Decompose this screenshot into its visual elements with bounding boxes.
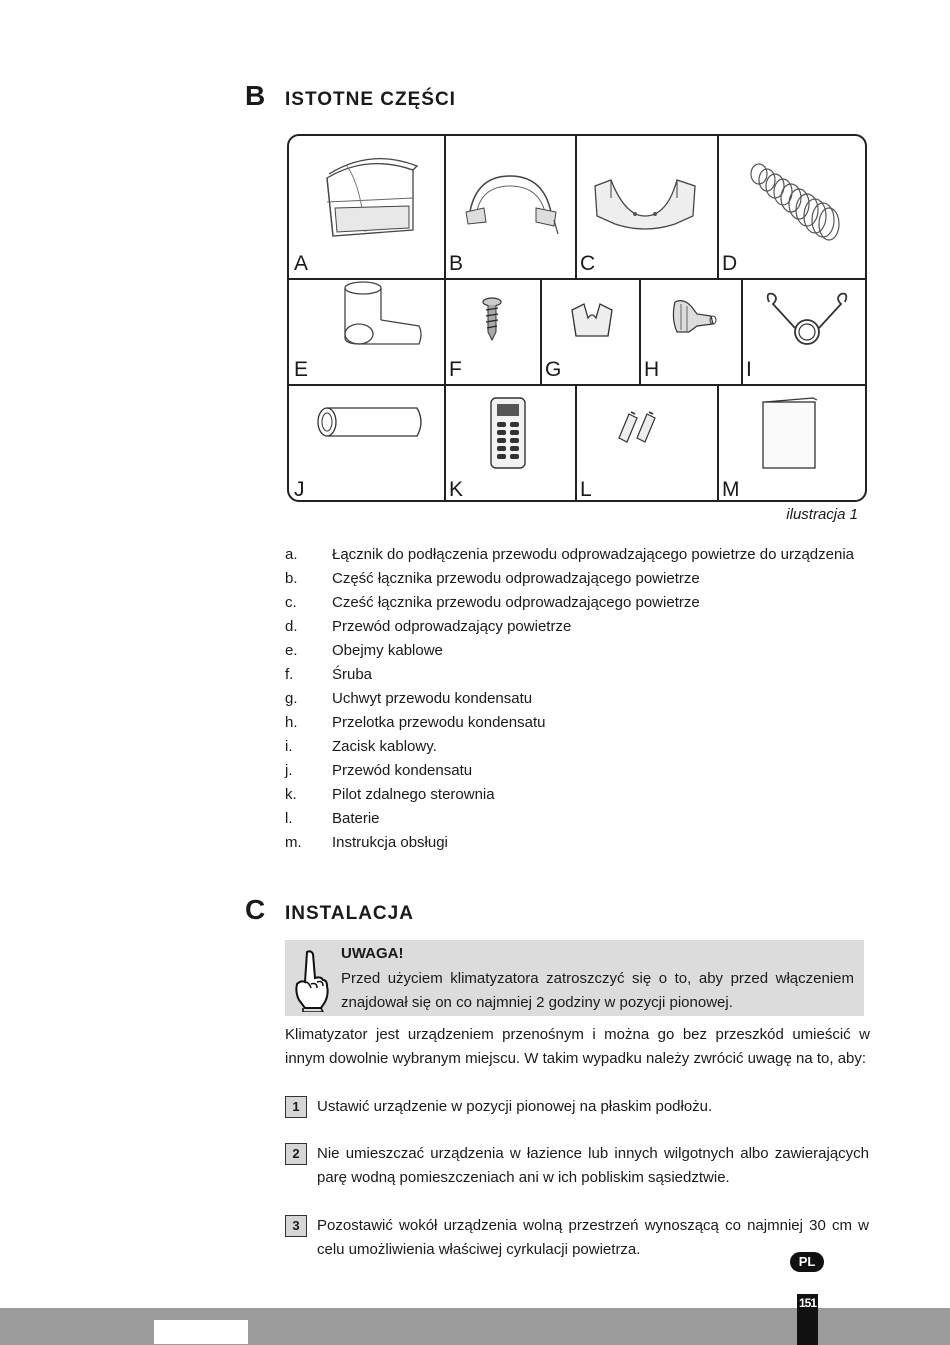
part-label: E bbox=[294, 358, 309, 381]
part-label: L bbox=[580, 478, 592, 501]
part-cell-a bbox=[289, 136, 444, 278]
section-c-title: INSTALACJA bbox=[285, 903, 414, 924]
list-item: f. Śruba bbox=[285, 666, 373, 683]
section-b-letter: B bbox=[245, 80, 266, 111]
part-label: A bbox=[294, 252, 309, 275]
list-item: h. Przelotka przewodu kondensatu bbox=[285, 714, 546, 731]
list-item: g. Uchwyt przewodu kondensatu bbox=[285, 690, 533, 707]
part-label: G bbox=[545, 358, 562, 381]
part-cell-m bbox=[717, 384, 867, 502]
part-label: D bbox=[722, 252, 738, 275]
cable-clamps-icon bbox=[289, 278, 444, 384]
part-cell-c bbox=[575, 136, 717, 278]
manual-booklet-icon bbox=[717, 384, 867, 502]
step-text: Pozostawić wokół urządzenia wolną przestrzeń wynoszącą co najmniej 30 cm w celu umożliwienia właściwej cyrkulacji powietrza. bbox=[317, 1217, 869, 1258]
part-cell-b bbox=[444, 136, 575, 278]
condensate-hose-icon bbox=[289, 384, 444, 502]
part-cell-g bbox=[540, 278, 639, 384]
warning-title: UWAGA! bbox=[341, 945, 404, 962]
part-cell-l bbox=[575, 384, 717, 502]
footer-box bbox=[154, 1320, 248, 1344]
list-item: e. Obejmy kablowe bbox=[285, 642, 443, 659]
part-cell-f bbox=[444, 278, 540, 384]
list-item: l. Baterie bbox=[285, 810, 380, 827]
part-label: J bbox=[294, 478, 305, 501]
part-cell-h bbox=[639, 278, 741, 384]
part-cell-i bbox=[741, 278, 867, 384]
hose-connector-part-icon bbox=[444, 136, 575, 278]
exhaust-hose-icon bbox=[717, 136, 867, 278]
page-number: 151 bbox=[798, 1296, 817, 1310]
part-label: M bbox=[722, 478, 740, 501]
pointing-hand-icon bbox=[291, 948, 331, 1012]
part-label: C bbox=[580, 252, 596, 275]
part-cell-d bbox=[717, 136, 867, 278]
batteries-icon bbox=[575, 384, 717, 502]
section-b-title: ISTOTNE CZĘŚCI bbox=[285, 89, 456, 110]
list-item: a. Łącznik do podłączenia przewodu odprowadzającego powietrze do urządzenia bbox=[285, 546, 855, 563]
parts-list bbox=[285, 545, 885, 857]
list-item: j. Przewód kondensatu bbox=[285, 762, 473, 779]
window-adapter-icon bbox=[289, 136, 444, 278]
list-item: d. Przewód odprowadzający powietrze bbox=[285, 618, 572, 635]
part-label: K bbox=[449, 478, 464, 501]
part-label: F bbox=[449, 358, 462, 381]
step-text: Nie umieszczać urządzenia w łazience lub innych wilgotnych albo zawierających parę wodną pomieszczeniach ani w ich pobliskim sąsiedztwie. bbox=[317, 1145, 869, 1186]
part-cell-j bbox=[289, 384, 444, 502]
list-item: b. Część łącznika przewodu odprowadzającego powietrze bbox=[285, 570, 700, 587]
language-badge: PL bbox=[790, 1252, 824, 1272]
intro-paragraph: Klimatyzator jest urządzeniem przenośnym i można go bez przeszkód umieścić w innym dowolnie wybranym miejscu. W takim wypadku należy zwrócić uwagę na to, aby: bbox=[285, 1026, 870, 1067]
figure-caption: ilustracja 1 bbox=[786, 506, 858, 523]
cable-clip-icon bbox=[741, 278, 867, 384]
remote-control-icon bbox=[444, 384, 575, 502]
part-label: B bbox=[449, 252, 464, 275]
part-label: H bbox=[644, 358, 660, 381]
hose-connector-part-2-icon bbox=[575, 136, 717, 278]
list-item: i. Zacisk kablowy. bbox=[285, 738, 437, 755]
parts-illustration bbox=[287, 134, 867, 502]
part-cell-k bbox=[444, 384, 575, 502]
list-item: c. Cześć łącznika przewodu odprowadzającego powietrze bbox=[285, 594, 700, 611]
step-text: Ustawić urządzenie w pozycji pionowej na płaskim podłożu. bbox=[317, 1098, 713, 1115]
warning-text: Przed użyciem klimatyzatora zatroszczyć się o to, aby przed włączeniem znajdował się on co najmniej 2 godziny w pozycji pionowej. bbox=[341, 970, 854, 1011]
section-c-letter: C bbox=[245, 894, 266, 925]
part-label: I bbox=[746, 358, 752, 381]
step-number: 2 bbox=[285, 1143, 307, 1165]
list-item: k. Pilot zdalnego sterownia bbox=[285, 786, 495, 803]
list-item: m. Instrukcja obsługi bbox=[285, 834, 448, 851]
warning-box bbox=[285, 940, 864, 1016]
step-number: 3 bbox=[285, 1215, 307, 1237]
step-number: 1 bbox=[285, 1096, 307, 1118]
part-cell-e bbox=[289, 278, 444, 384]
